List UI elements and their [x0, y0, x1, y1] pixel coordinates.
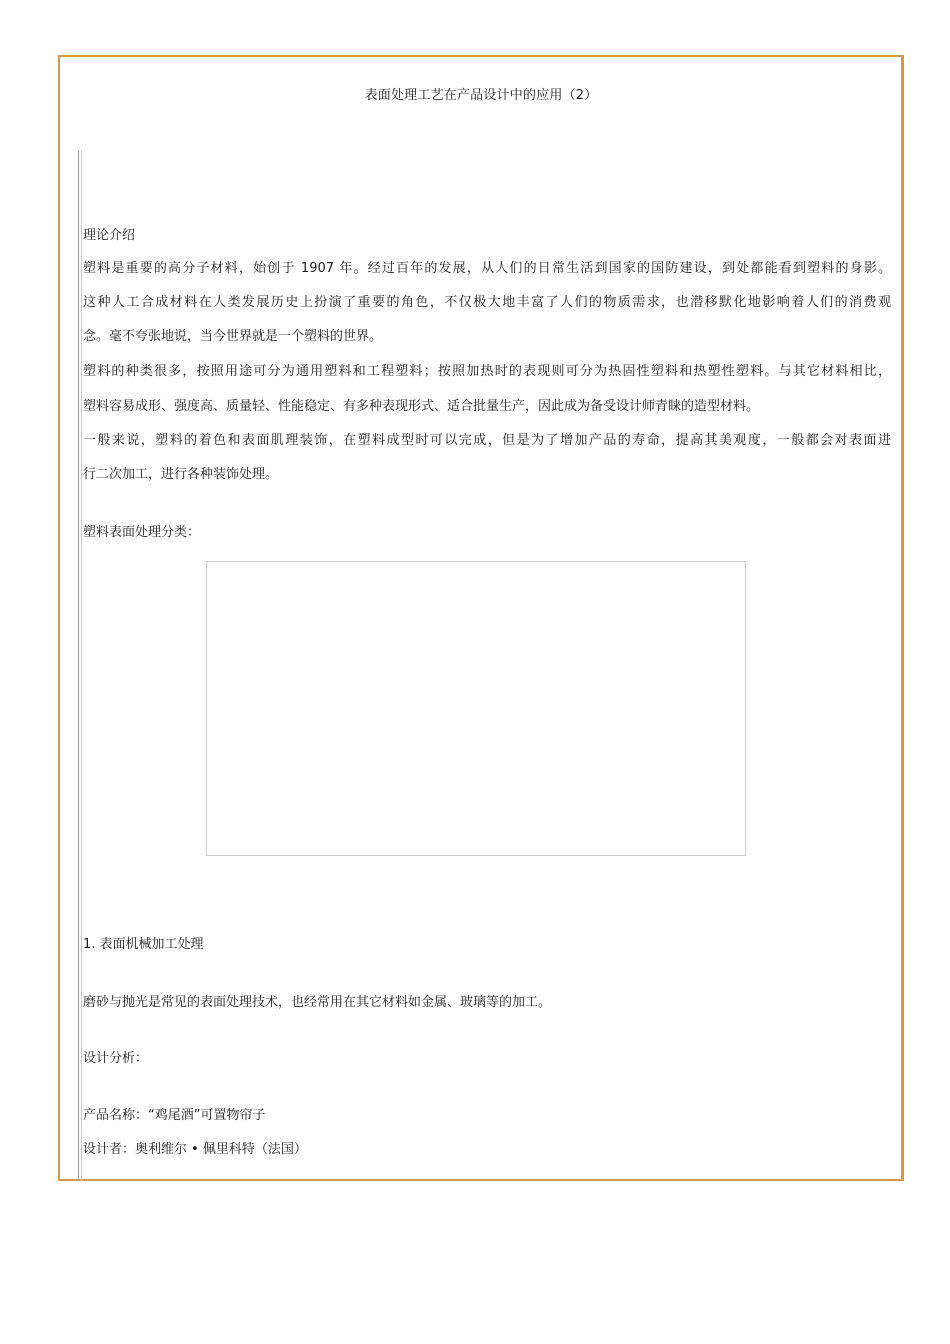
paragraph-3-line-2: 行二次加工，进行各种装饰处理。 — [83, 467, 279, 482]
paragraph-2-line-2: 塑料容易成形、强度高、质量轻、性能稳定、有多种表现形式、适合批量生产，因此成为备受设计师青睐的造型材料。 — [83, 399, 760, 414]
paragraph-3-line-1: 一般来说，塑料的着色和表面肌理装饰，在塑料成型时可以完成，但是为了增加产品的寿命，提高其美观度，一般都会对表面进 — [83, 433, 891, 448]
product-name: 产品名称：“鸡尾酒”可置物帘子 — [83, 1108, 266, 1123]
left-border-rule-inner — [81, 151, 82, 1181]
paragraph-2-line-1: 塑料的种类很多，按照用途可分为通用塑料和工程塑料；按照加热时的表现则可分为热固性塑料和热塑性塑料。与其它材料相比， — [83, 364, 891, 379]
designer: 设计者：奥利维尔 • 佩里科特（法国） — [83, 1142, 307, 1157]
section-1-heading: 1. 表面机械加工处理 — [83, 937, 204, 952]
section-heading-intro: 理论介绍 — [83, 228, 136, 243]
classification-image-placeholder — [206, 561, 746, 856]
paragraph-1-line-3: 念。毫不夸张地说，当今世界就是一个塑料的世界。 — [83, 329, 383, 344]
paragraph-1-line-2: 这种人工合成材料在人类发展历史上扮演了重要的角色，不仅极大地丰富了人们的物质需求，也潜移默化地影响着人们的消费观 — [83, 295, 891, 310]
classification-heading: 塑料表面处理分类： — [83, 525, 201, 540]
left-border-rule — [78, 151, 79, 1181]
paragraph-1-line-1: 塑料是重要的高分子材料，始创于 1907 年。经过百年的发展，从人们的日常生活到国家的国防建设，到处都能看到塑料的身影。 — [83, 261, 891, 276]
section-1-text: 磨砂与抛光是常见的表面处理技术，也经常用在其它材料如金属、玻璃等的加工。 — [83, 995, 552, 1010]
page-title: 表面处理工艺在产品设计中的应用（2） — [364, 88, 598, 103]
design-analysis-label: 设计分析： — [83, 1051, 149, 1066]
